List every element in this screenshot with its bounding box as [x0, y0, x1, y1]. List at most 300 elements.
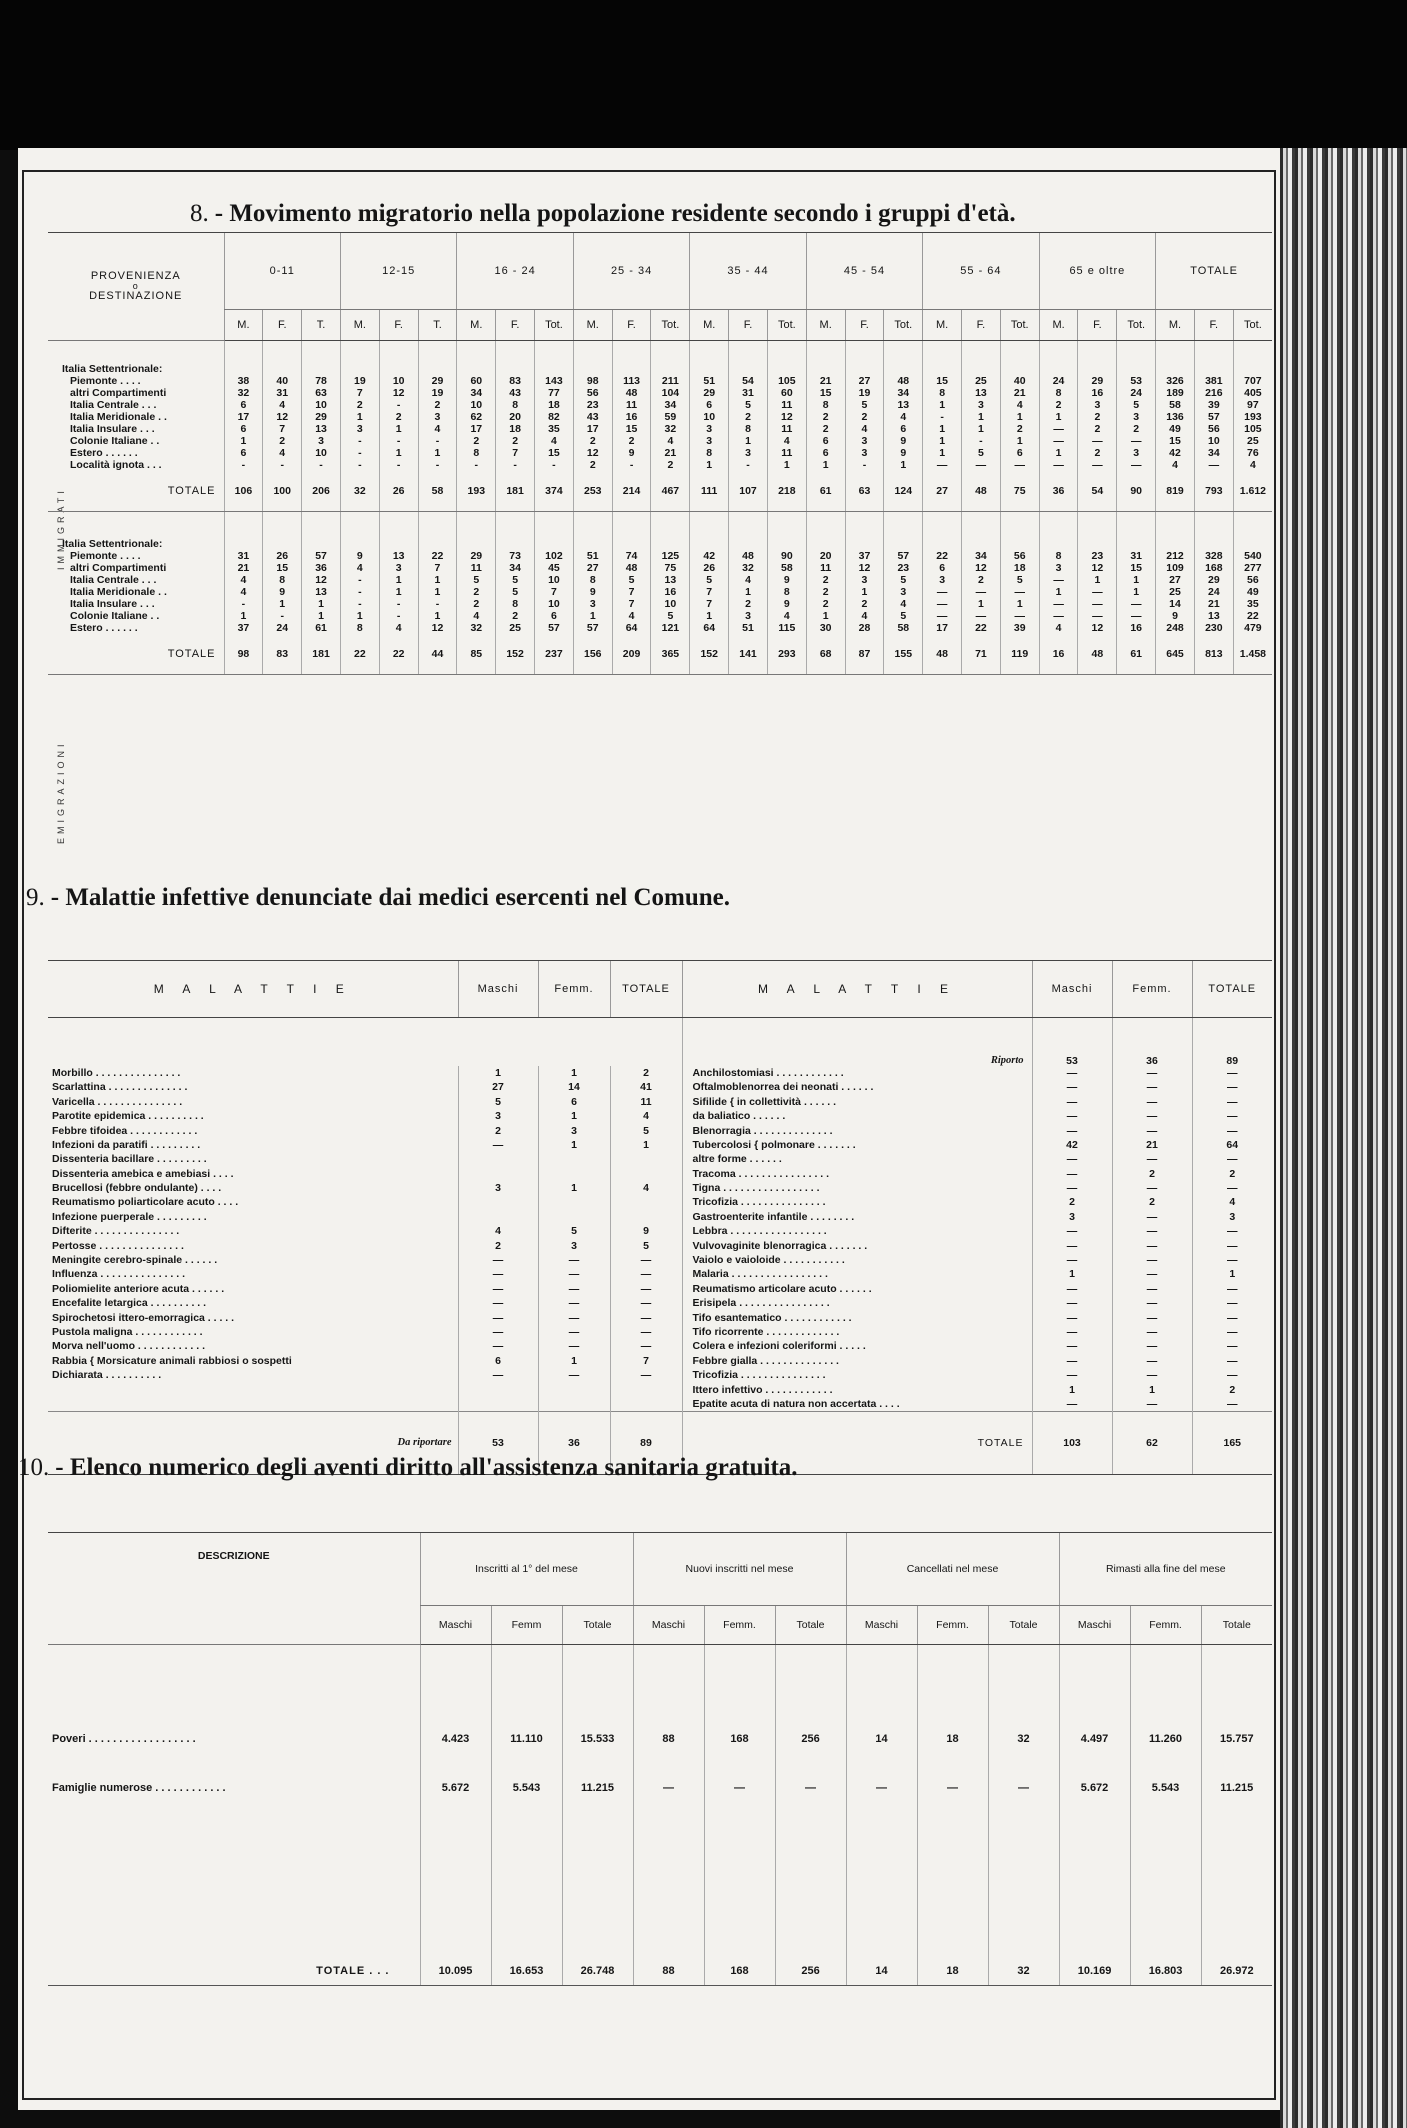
disease-value-left-f: [538, 1152, 610, 1166]
migration-cell: 1: [224, 435, 263, 447]
assistance-cell: —: [775, 1751, 846, 1825]
disease-value-left-f: 1: [538, 1138, 610, 1152]
diseases-row: [48, 1109, 1272, 1123]
disease-value-left-t: 1: [610, 1138, 682, 1152]
section-10-number: 10.: [18, 1454, 50, 1481]
disease-value-left-t: [610, 1210, 682, 1224]
migration-cell: 20: [496, 411, 535, 423]
migration-cell: —: [1039, 423, 1078, 435]
migration-cell: 38: [224, 375, 263, 387]
migration-sub-2-2: Tot.: [535, 310, 574, 341]
disease-value-right-t: —: [1192, 1397, 1272, 1412]
migration-cell: 1: [962, 423, 1001, 435]
disease-value-left-f: 1: [538, 1066, 610, 1080]
disease-value-left-t: [610, 1196, 682, 1210]
migration-cell: 43: [496, 387, 535, 399]
migration-cell: 10: [302, 399, 341, 411]
migration-cell: 39: [1000, 622, 1039, 634]
migration-cell: 106: [224, 471, 263, 512]
disease-value-left-f: —: [538, 1368, 610, 1382]
migration-row: [48, 363, 1272, 375]
disease-value-left-t: 5: [610, 1239, 682, 1253]
migration-sub-3-0: M.: [573, 310, 612, 341]
diseases-header-femm-left: Femm.: [538, 961, 610, 1018]
migration-cell: [690, 538, 729, 550]
migration-cell: 34: [962, 550, 1001, 562]
migration-cell: 168: [1194, 562, 1233, 574]
migration-cell: 113: [612, 375, 651, 387]
diseases-header-totale-right: TOTALE: [1192, 961, 1272, 1018]
migration-cell: -: [340, 574, 379, 586]
migration-cell: 365: [651, 634, 690, 675]
disease-value-right-t: —: [1192, 1181, 1272, 1195]
migration-cell: 24: [1117, 387, 1156, 399]
diseases-da-riportare-m: 53: [458, 1412, 538, 1475]
migration-row: [48, 399, 1272, 411]
migration-spacer-cell: [1117, 341, 1156, 364]
migration-cell: 6: [224, 399, 263, 411]
migration-sub-0-1: F.: [263, 310, 302, 341]
diseases-row: [48, 1354, 1272, 1368]
migration-cell: 58: [767, 562, 806, 574]
migration-cell: [1039, 363, 1078, 375]
migration-cell: 19: [845, 387, 884, 399]
migration-spacer-cell: [340, 341, 379, 364]
migration-cell: 57: [302, 550, 341, 562]
migration-cell: 813: [1194, 634, 1233, 675]
migration-cell: [418, 363, 457, 375]
migration-cell: [806, 538, 845, 550]
migration-cell: [884, 538, 923, 550]
migration-cell: —: [1039, 610, 1078, 622]
migration-cell: 1: [1078, 574, 1117, 586]
migration-sub-6-1: F.: [962, 310, 1001, 341]
migration-cell: 34: [1194, 447, 1233, 459]
migration-row: [48, 574, 1272, 586]
disease-value-left-m: —: [458, 1311, 538, 1325]
assistance-sub-3: Maschi: [633, 1606, 704, 1645]
migration-cell: 26: [379, 471, 418, 512]
migration-cell: 3: [302, 435, 341, 447]
migration-cell: 293: [767, 634, 806, 675]
diseases-row: [48, 1325, 1272, 1339]
migration-cell: —: [1117, 459, 1156, 471]
assistance-cell: 16.653: [491, 1825, 562, 1986]
migration-cell: 32: [224, 387, 263, 399]
diseases-header: [48, 961, 1272, 1018]
migration-cell: [379, 363, 418, 375]
disease-value-right-t: —: [1192, 1109, 1272, 1123]
migration-cell: 22: [379, 634, 418, 675]
migration-cell: [535, 538, 574, 550]
migration-spacer-cell: [263, 341, 302, 364]
migration-cell: 34: [651, 399, 690, 411]
disease-value-right-f: 21: [1112, 1138, 1192, 1152]
migration-cell: 58: [884, 622, 923, 634]
migration-cell: 6: [224, 447, 263, 459]
migration-cell: 5: [457, 574, 496, 586]
disease-value-right-f: —: [1112, 1224, 1192, 1238]
migration-cell: -: [457, 459, 496, 471]
migration-row-label: Italia Centrale . . .: [70, 573, 157, 586]
migration-cell: 17: [573, 423, 612, 435]
migration-cell: 11: [457, 562, 496, 574]
migration-sub-5-1: F.: [845, 310, 884, 341]
migration-cell: 85: [457, 634, 496, 675]
migration-cell: 19: [340, 375, 379, 387]
migration-cell: 5: [690, 574, 729, 586]
migration-cell: 37: [845, 550, 884, 562]
migration-cell: 8: [923, 387, 962, 399]
immigrati-side-label: IMMIGRATI: [56, 487, 66, 570]
disease-value-right-f: 1: [1112, 1383, 1192, 1397]
migration-cell: 3: [690, 423, 729, 435]
migration-cell: 2: [573, 435, 612, 447]
migration-cell: 21: [224, 562, 263, 574]
migration-cell: 1: [302, 598, 341, 610]
migration-row-label: Estero . . . . . .: [70, 621, 138, 634]
migration-cell: 189: [1156, 387, 1195, 399]
migration-cell: 18: [496, 423, 535, 435]
disease-value-right-f: —: [1112, 1267, 1192, 1281]
diseases-riporto-f: 36: [1112, 1018, 1192, 1067]
migration-cell: —: [1078, 586, 1117, 598]
disease-value-left-m: —: [458, 1339, 538, 1353]
migration-cell: 1: [340, 610, 379, 622]
migration-cell: 119: [1000, 634, 1039, 675]
disease-value-left-t: —: [610, 1296, 682, 1310]
migration-cell: 15: [1156, 435, 1195, 447]
migration-cell: 22: [418, 550, 457, 562]
diseases-row: [48, 1152, 1272, 1166]
migration-group-1: 12-15: [340, 233, 456, 310]
migration-cell: —: [923, 610, 962, 622]
disease-value-right-f: —: [1112, 1354, 1192, 1368]
disease-value-left-t: —: [610, 1368, 682, 1382]
diseases-header-maschi-right: Maschi: [1032, 961, 1112, 1018]
migration-cell: 54: [1078, 471, 1117, 512]
diseases-riporto-label: Riporto: [682, 1018, 1032, 1067]
migration-cell: 5: [884, 610, 923, 622]
migration-cell: 1: [690, 459, 729, 471]
migration-cell: 2: [1000, 423, 1039, 435]
disease-label-right: Tubercolosi { polmonare . . . . . . .: [682, 1138, 1032, 1152]
disease-label-left: Dissenteria amebica e amebiasi . . . .: [52, 1167, 234, 1180]
migration-cell: 1: [263, 598, 302, 610]
disease-empty-cell: [458, 1383, 538, 1397]
diseases-row: [48, 1296, 1272, 1310]
migration-sub-1-1: F.: [379, 310, 418, 341]
migration-cell: -: [496, 459, 535, 471]
assistance-cell: 16.803: [1130, 1825, 1201, 1986]
migration-spacer-cell: [1039, 512, 1078, 539]
migration-cell: -: [224, 459, 263, 471]
migration-cell: 9: [263, 586, 302, 598]
migration-cell: 5: [1117, 399, 1156, 411]
migration-cell: 16: [651, 586, 690, 598]
migration-spacer-cell: [1156, 341, 1195, 364]
disease-empty-cell: [458, 1397, 538, 1412]
migration-cell: 7: [263, 423, 302, 435]
disease-value-left-t: 4: [610, 1109, 682, 1123]
migration-cell: -: [418, 459, 457, 471]
disease-value-right-t: 64: [1192, 1138, 1272, 1152]
disease-label-right: Tigna . . . . . . . . . . . . . . . . .: [682, 1181, 1032, 1195]
migration-cell: 25: [962, 375, 1001, 387]
disease-value-left-m: [458, 1196, 538, 1210]
migration-cell: 1: [729, 435, 768, 447]
disease-value-right-t: —: [1192, 1080, 1272, 1094]
migration-row-label: Italia Settentrionale:: [62, 537, 163, 550]
assistance-sub-6: Maschi: [846, 1606, 917, 1645]
migration-cell: 5: [845, 399, 884, 411]
migration-cell: 2: [729, 411, 768, 423]
migration-cell: 56: [1194, 423, 1233, 435]
section-10-text: - Elenco numerico degli aventi diritto all'assistenza sanitaria gratuita.: [55, 1454, 798, 1481]
migration-cell: 5: [496, 574, 535, 586]
migration-row: [48, 423, 1272, 435]
migration-cell: 3: [1117, 447, 1156, 459]
migration-row: [48, 447, 1272, 459]
migration-cell: 2: [612, 435, 651, 447]
diseases-row: [48, 1267, 1272, 1281]
migration-cell: 48: [884, 375, 923, 387]
assistance-sub-2: Totale: [562, 1606, 633, 1645]
migration-cell: [535, 363, 574, 375]
migration-cell: 23: [884, 562, 923, 574]
migration-cell: -: [962, 435, 1001, 447]
migration-cell: 60: [767, 387, 806, 399]
migration-cell: 25: [496, 622, 535, 634]
disease-label-left: Febbre tifoidea . . . . . . . . . . . .: [52, 1124, 198, 1137]
migration-cell: 4: [263, 399, 302, 411]
migration-cell: 115: [767, 622, 806, 634]
migration-sub-4-1: F.: [729, 310, 768, 341]
disease-value-left-m: —: [458, 1325, 538, 1339]
migration-cell: [767, 363, 806, 375]
migration-cell: 39: [1194, 399, 1233, 411]
migration-cell: 1: [1000, 411, 1039, 423]
migration-cell: —: [923, 586, 962, 598]
assistance-cell: 11.215: [1201, 1751, 1272, 1825]
disease-label-right: Tracoma . . . . . . . . . . . . . . . .: [682, 1167, 1032, 1181]
migration-cell: 2: [496, 610, 535, 622]
diseases-row: [48, 1397, 1272, 1412]
disease-value-right-m: —: [1032, 1282, 1112, 1296]
migration-cell: 63: [845, 471, 884, 512]
migration-cell: 328: [1194, 550, 1233, 562]
migration-sub-1-2: T.: [418, 310, 457, 341]
assistance-cell: 5.543: [1130, 1751, 1201, 1825]
migration-cell: 4: [767, 435, 806, 447]
migration-cell: 1: [767, 459, 806, 471]
disease-value-left-f: 14: [538, 1080, 610, 1094]
migration-cell: 36: [302, 562, 341, 574]
disease-empty-left: [48, 1397, 458, 1412]
migration-row: [48, 586, 1272, 598]
disease-value-right-m: —: [1032, 1339, 1112, 1353]
migration-spacer-cell: [612, 341, 651, 364]
migration-cell: 1: [379, 586, 418, 598]
disease-value-left-t: —: [610, 1325, 682, 1339]
migration-cell: 29: [302, 411, 341, 423]
disease-value-right-t: —: [1192, 1239, 1272, 1253]
migration-cell: 8: [340, 622, 379, 634]
migration-cell: [729, 363, 768, 375]
migration-cell: 18: [1000, 562, 1039, 574]
migration-cell: 1: [1000, 598, 1039, 610]
migration-sub-7-1: F.: [1078, 310, 1117, 341]
migration-cell: [962, 538, 1001, 550]
migration-spacer-cell: [418, 512, 457, 539]
disease-label-right: Blenorragia . . . . . . . . . . . . . .: [682, 1124, 1032, 1138]
disease-value-right-m: —: [1032, 1311, 1112, 1325]
migration-spacer-cell: [48, 341, 224, 364]
migration-sub-3-1: F.: [612, 310, 651, 341]
migration-cell: 45: [535, 562, 574, 574]
diseases-row: [48, 1282, 1272, 1296]
migration-cell: 181: [496, 471, 535, 512]
disease-value-left-f: 5: [538, 1224, 610, 1238]
migration-cell: 2: [845, 598, 884, 610]
migration-cell: 13: [302, 423, 341, 435]
migration-cell: 4: [457, 610, 496, 622]
migration-cell: 2: [1078, 411, 1117, 423]
disease-value-right-t: —: [1192, 1095, 1272, 1109]
migration-cell: [1078, 538, 1117, 550]
migration-cell: 34: [884, 387, 923, 399]
disease-label-left: Influenza . . . . . . . . . . . . . . .: [52, 1268, 186, 1281]
migration-cell: 7: [496, 447, 535, 459]
migration-cell: 1: [962, 411, 1001, 423]
migration-cell: [1233, 538, 1272, 550]
migration-sub-4-2: Tot.: [767, 310, 806, 341]
migration-cell: 124: [884, 471, 923, 512]
migration-cell: 4: [263, 447, 302, 459]
migration-cell: —: [1000, 586, 1039, 598]
migration-cell: 49: [1156, 423, 1195, 435]
migration-cell: 479: [1233, 622, 1272, 634]
disease-label-right: Malaria . . . . . . . . . . . . . . . . .: [682, 1267, 1032, 1281]
migration-cell: 1: [690, 610, 729, 622]
migration-cell: 24: [1039, 375, 1078, 387]
assistance-group-0: Inscritti al 1° del mese: [420, 1533, 633, 1606]
migration-cell: 22: [340, 634, 379, 675]
migration-cell: 10: [651, 598, 690, 610]
diseases-row: [48, 1196, 1272, 1210]
diseases-row: [48, 1095, 1272, 1109]
migration-row: [48, 459, 1272, 471]
disease-value-right-m: 2: [1032, 1196, 1112, 1210]
migration-sub-8-2: Tot.: [1233, 310, 1272, 341]
migration-spacer-cell: [806, 341, 845, 364]
migration-cell: [224, 363, 263, 375]
migration-cell: 73: [496, 550, 535, 562]
migration-cell: 105: [767, 375, 806, 387]
migration-spacer-cell: [806, 512, 845, 539]
disease-value-right-t: —: [1192, 1354, 1272, 1368]
migration-cell: 57: [884, 550, 923, 562]
migration-cell: 76: [1233, 447, 1272, 459]
migration-cell: 4: [340, 562, 379, 574]
disease-label-left: Parotite epidemica . . . . . . . . . .: [52, 1110, 204, 1123]
migration-cell: 3: [845, 435, 884, 447]
disease-value-left-t: 41: [610, 1080, 682, 1094]
migration-cell: 64: [612, 622, 651, 634]
migration-spacer-cell: [729, 512, 768, 539]
migration-cell: [923, 538, 962, 550]
assistance-sub-5: Totale: [775, 1606, 846, 1645]
migration-cell: 48: [962, 471, 1001, 512]
disease-value-right-t: —: [1192, 1253, 1272, 1267]
migration-cell: 1: [573, 610, 612, 622]
migration-cell: 10: [1194, 435, 1233, 447]
disease-value-left-f: [538, 1196, 610, 1210]
migration-cell: —: [923, 459, 962, 471]
migration-cell: 193: [457, 471, 496, 512]
disease-value-right-f: —: [1112, 1368, 1192, 1382]
migration-cell: 1: [923, 435, 962, 447]
migration-cell: 206: [302, 471, 341, 512]
migration-cell: 212: [1156, 550, 1195, 562]
migration-row: [48, 550, 1272, 562]
disease-value-left-m: [458, 1210, 538, 1224]
migration-cell: —: [1000, 610, 1039, 622]
migration-spacer-cell: [651, 512, 690, 539]
migration-row: [48, 610, 1272, 622]
section-9-number: 9.: [26, 884, 45, 911]
migration-cell: 2: [457, 586, 496, 598]
migration-cell: [729, 538, 768, 550]
migration-cell: 2: [1039, 399, 1078, 411]
migration-cell: 1: [418, 610, 457, 622]
migration-spacer-cell: [690, 341, 729, 364]
assistance-table: [48, 1532, 1272, 1986]
migration-cell: 75: [651, 562, 690, 574]
migration-cell: 4: [884, 598, 923, 610]
migration-cell: 30: [806, 622, 845, 634]
migration-cell: 104: [651, 387, 690, 399]
migration-spacer-cell: [263, 512, 302, 539]
migration-cell: 42: [690, 550, 729, 562]
migration-cell: 121: [651, 622, 690, 634]
migration-cell: 125: [651, 550, 690, 562]
migration-cell: 5: [729, 399, 768, 411]
migration-cell: 12: [379, 387, 418, 399]
assistance-sub-10: Femm.: [1130, 1606, 1201, 1645]
migration-group-0: 0-11: [224, 233, 340, 310]
migration-cell: 6: [535, 610, 574, 622]
disease-label-right: altre forme . . . . . .: [682, 1152, 1032, 1166]
section-8-title: [190, 200, 1016, 228]
migration-cell: 7: [690, 586, 729, 598]
migration-cell: 209: [612, 634, 651, 675]
migration-row-label: altri Compartimenti: [70, 386, 167, 399]
disease-value-right-f: 2: [1112, 1196, 1192, 1210]
assistance-cell: 18: [917, 1645, 988, 1752]
disease-label-left: Spirochetosi ittero-emorragica . . . . .: [52, 1311, 235, 1324]
migration-row-label: altri Compartimenti: [70, 561, 167, 574]
migration-cell: [263, 363, 302, 375]
migration-cell: 5: [962, 447, 1001, 459]
diseases-row: [48, 1368, 1272, 1382]
migration-cell: 61: [806, 471, 845, 512]
assistance-sub-0: Maschi: [420, 1606, 491, 1645]
assistance-row: [48, 1645, 1272, 1752]
migration-cell: 15: [806, 387, 845, 399]
migration-cell: 6: [884, 423, 923, 435]
diseases-row: [48, 1080, 1272, 1094]
